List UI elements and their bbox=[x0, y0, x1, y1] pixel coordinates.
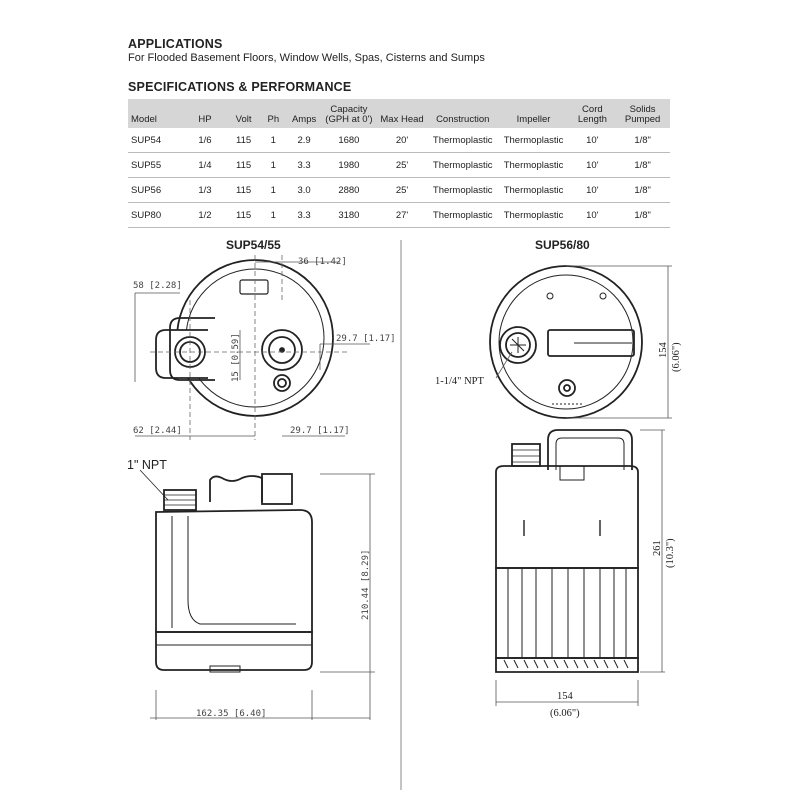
sup56-top-view bbox=[490, 266, 642, 418]
right-top-dim-in: (6.06") bbox=[671, 342, 682, 372]
dim-height-left: 210.44 [8.29] bbox=[361, 549, 371, 620]
dim-width-left: 162.35 [6.40] bbox=[196, 709, 267, 719]
applications-heading: APPLICATIONS bbox=[128, 37, 223, 51]
dim-29-7-bottom: 29.7 [1.17] bbox=[290, 426, 350, 436]
right-side-height-mm: 261 bbox=[652, 540, 663, 556]
dim-58: 58 [2.28] bbox=[133, 281, 182, 291]
col-max-head: Max Head bbox=[376, 99, 428, 128]
right-top-dim-mm: 154 bbox=[658, 342, 669, 358]
sup54-top-view bbox=[156, 260, 333, 416]
col-construction: Construction bbox=[428, 99, 498, 128]
dim-15: 15 [0.59] bbox=[231, 333, 241, 382]
dim-36: 36 [1.42] bbox=[298, 257, 347, 267]
col-ph: Ph bbox=[260, 99, 287, 128]
right-side-height-in: (10.3") bbox=[665, 538, 676, 568]
col-impeller: Impeller bbox=[498, 99, 570, 128]
left-drawing-title: SUP54/55 bbox=[226, 238, 281, 252]
left-npt-label: 1" NPT bbox=[127, 458, 167, 472]
col-model: Model bbox=[128, 99, 183, 128]
right-npt-label: 1-1/4" NPT bbox=[435, 376, 484, 387]
table-row: SUP80 1/2 115 1 3.3 3180 27' Thermoplastic Thermoplastic 10' 1/8" bbox=[128, 203, 670, 228]
sup54-side-view bbox=[156, 474, 312, 672]
right-drawing-title: SUP56/80 bbox=[535, 238, 590, 252]
dim-62: 62 [2.44] bbox=[133, 426, 182, 436]
col-volt: Volt bbox=[227, 99, 260, 128]
table-row: SUP55 1/4 115 1 3.3 1980 25' Thermoplastic Thermoplastic 10' 1/8" bbox=[128, 153, 670, 178]
col-cord: Cord Length bbox=[569, 99, 615, 128]
col-hp: HP bbox=[183, 99, 228, 128]
col-capacity: Capacity (GPH at 0') bbox=[322, 99, 377, 128]
table-row: SUP54 1/6 115 1 2.9 1680 20' Thermoplastic Thermoplastic 10' 1/8" bbox=[128, 128, 670, 153]
sup56-side-view bbox=[496, 430, 638, 672]
right-top-dimension-lines bbox=[496, 266, 672, 418]
applications-text: For Flooded Basement Floors, Window Wells, Spas, Cisterns and Sumps bbox=[128, 52, 485, 64]
col-solids: Solids Pumped bbox=[615, 99, 670, 128]
dim-29-7-top: 29.7 [1.17] bbox=[336, 334, 396, 344]
table-row: SUP56 1/3 115 1 3.0 2880 25' Thermoplastic Thermoplastic 10' 1/8" bbox=[128, 178, 670, 203]
right-side-width-in: (6.06") bbox=[550, 708, 580, 719]
right-side-width-mm: 154 bbox=[557, 691, 573, 702]
col-amps: Amps bbox=[287, 99, 322, 128]
specs-heading: SPECIFICATIONS & PERFORMANCE bbox=[128, 80, 352, 94]
